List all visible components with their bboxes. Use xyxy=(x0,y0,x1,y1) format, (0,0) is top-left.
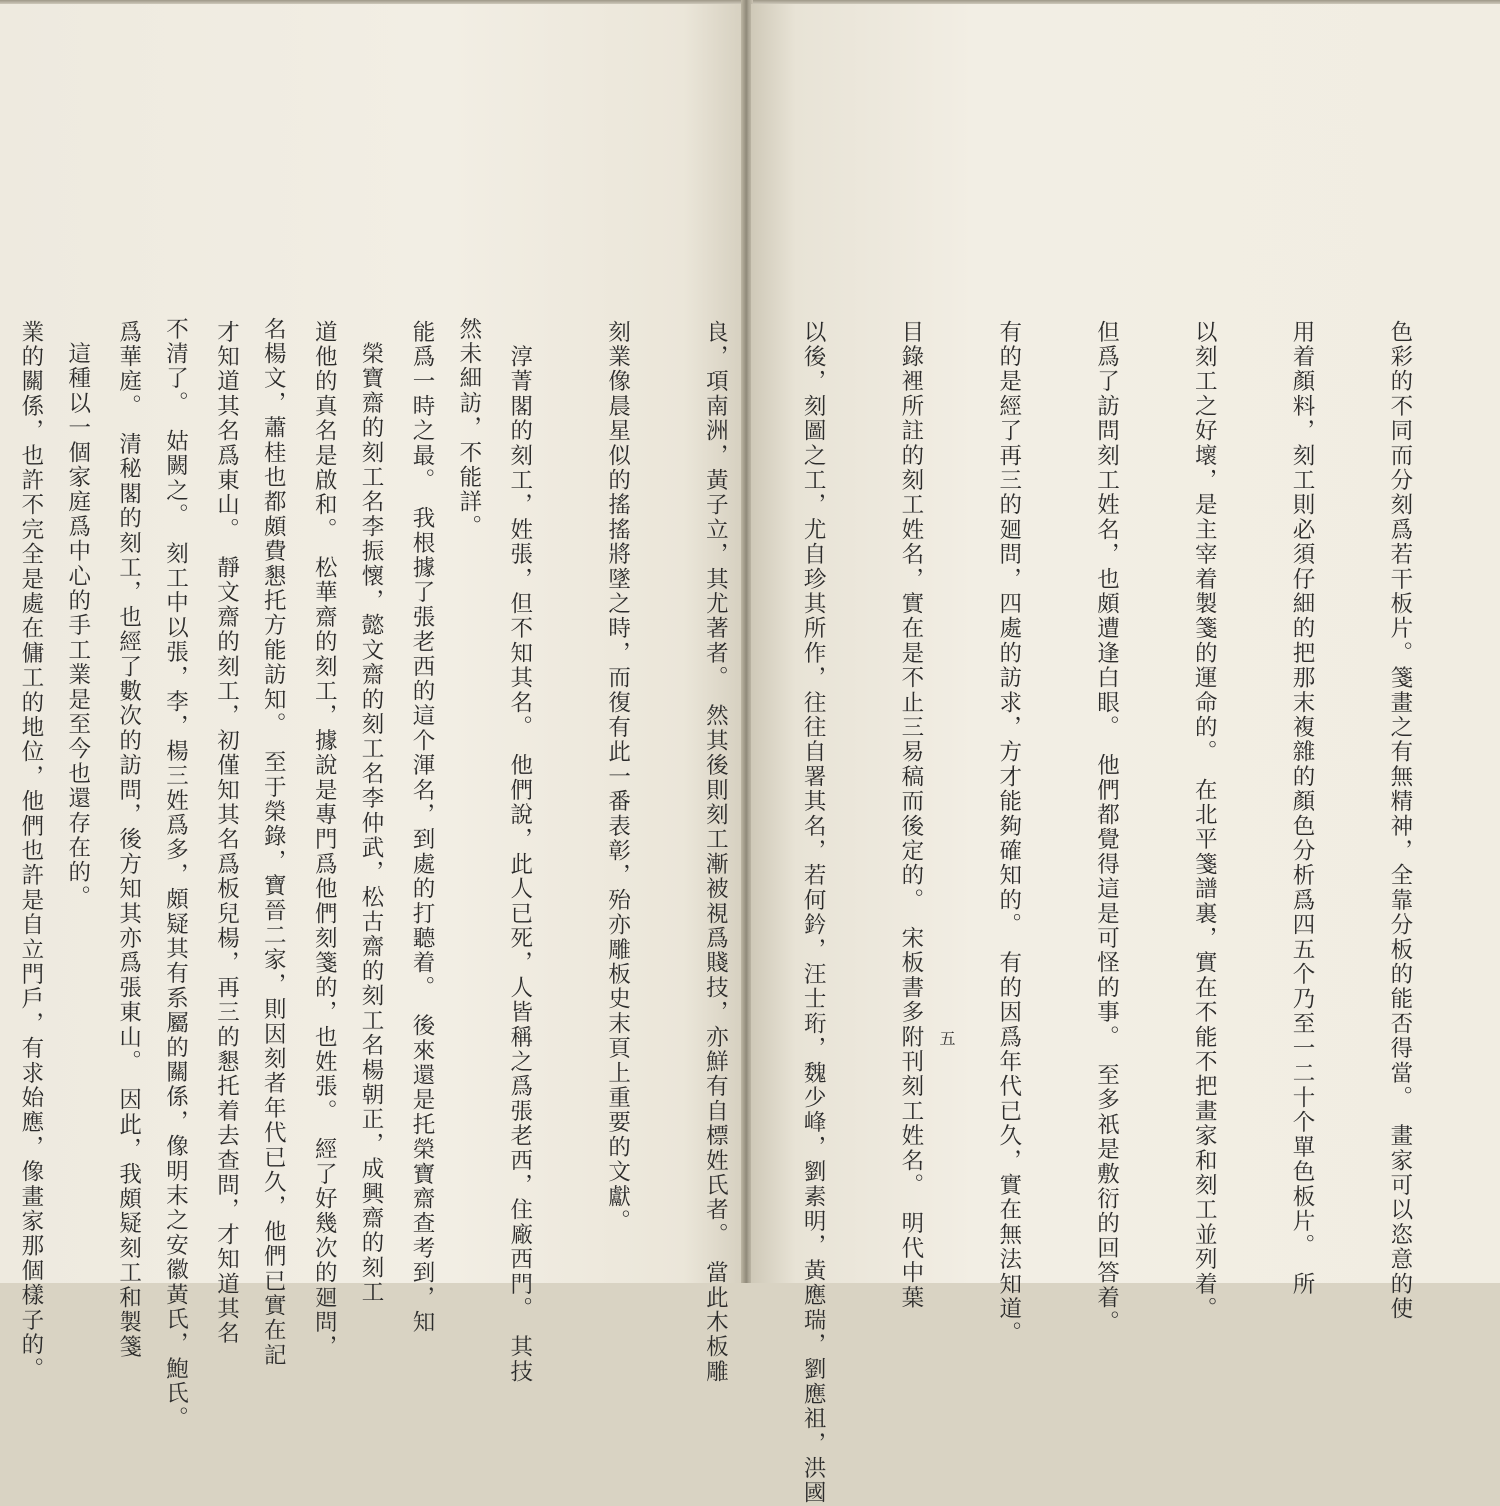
text-column: 這種以一個家庭爲中心的手工業是至今也還存在的。 xyxy=(64,317,91,910)
text-column: 才知道其名爲東山。 靜文齋的刻工，初僅知其名爲板兒楊，再三的懇托着去查問，才知道其名 xyxy=(213,320,240,1347)
text-column: 刻業像晨星似的搖搖將墜之時，而復有此一番表彰，殆亦雕板史末頁上重要的文獻。 xyxy=(604,320,631,1234)
text-column: 以刻工之好壞，是主宰着製箋的運命的。 在北平箋譜裏，實在不能不把畫家和刻工並列着。 xyxy=(1191,320,1218,1322)
text-column: 淳菁閣的刻工，姓張，但不知其名。 他們說，此人已死，人皆稱之爲張老西，住廠西門。 其技 xyxy=(506,320,533,1385)
text-column: 能爲一時之最。 我根據了張老西的這个渾名，到處的打聽着。 後來還是托榮寶齋查考到，知 xyxy=(409,320,435,1335)
text-column: 名楊文，蕭桂也都頗費懇托方能訪知。 至于榮錄，寶晉二家，則因刻者年代已久，他們已實在記 xyxy=(260,317,287,1368)
text-column: 色彩的不同而分刻爲若干板片。箋畫之有無精神，全靠分板的能否得當。 畫家可以恣意的使 xyxy=(1386,320,1413,1322)
text-column: 不清了。 姑闕之。 刻工中以張，李，楊三姓爲多，頗疑其有系屬的關係，像明末之安徽黃氏，鮑氏。 xyxy=(162,317,189,1431)
text-column: 業的關係，也許不完全是處在傭工的地位，他們也許是自立門戶，有求始應，像畫家那個樣子的。 xyxy=(17,320,44,1383)
text-column: 道他的真名是啟和。 松華齋的刻工，據說是專門爲他們刻箋的，也姓張。 經了好幾次的廻問， xyxy=(311,320,338,1360)
text-column: 用着顏料，刻工則必須仔細的把那末複雜的顏色分析爲四五个乃至一二十个單色板片。 所 xyxy=(1289,320,1316,1297)
text-column: 爲華庭。 清秘閣的刻工，也經了數次的訪問，後方知其亦爲張東山。 因此，我頗疑刻工和製箋 xyxy=(115,320,142,1360)
text-column: 良，項南洲，黃子立，其尤著者。 然其後則刻工漸被視爲賤技，亦鮮有自標姓氏者。 當此木板雕 xyxy=(702,320,729,1385)
text-column: 榮寶齋的刻工名李振懷，懿文齋的刻工名李仲武，松古齋的刻工名楊朝正，成興齋的刻工 xyxy=(358,317,385,1305)
text-column: 但爲了訪問刻工姓名，也頗遭逢白眼。 他們都覺得這是可怪的事。 至多祇是敷衍的回答着。 xyxy=(1093,320,1120,1335)
text-column: 目錄裡所註的刻工姓名，實在是不止三易稿而後定的。 宋板書多附刊刻工姓名。 明代中葉 xyxy=(897,320,924,1311)
text-column: 然未細訪，不能詳。 xyxy=(455,317,482,540)
text-column: 有的是經了再三的廻問，四處的訪求，方才能夠確知的。 有的因爲年代已久，實在無法知道。 xyxy=(995,320,1022,1347)
text-column: 以後，刻圖之工，尤自珍其所作，往往自署其名，若何鈐，汪士珩，魏少峰，劉素明，黃應瑞，劉應祖，洪國 xyxy=(800,320,827,1506)
page-number: 五 xyxy=(937,1030,956,1046)
